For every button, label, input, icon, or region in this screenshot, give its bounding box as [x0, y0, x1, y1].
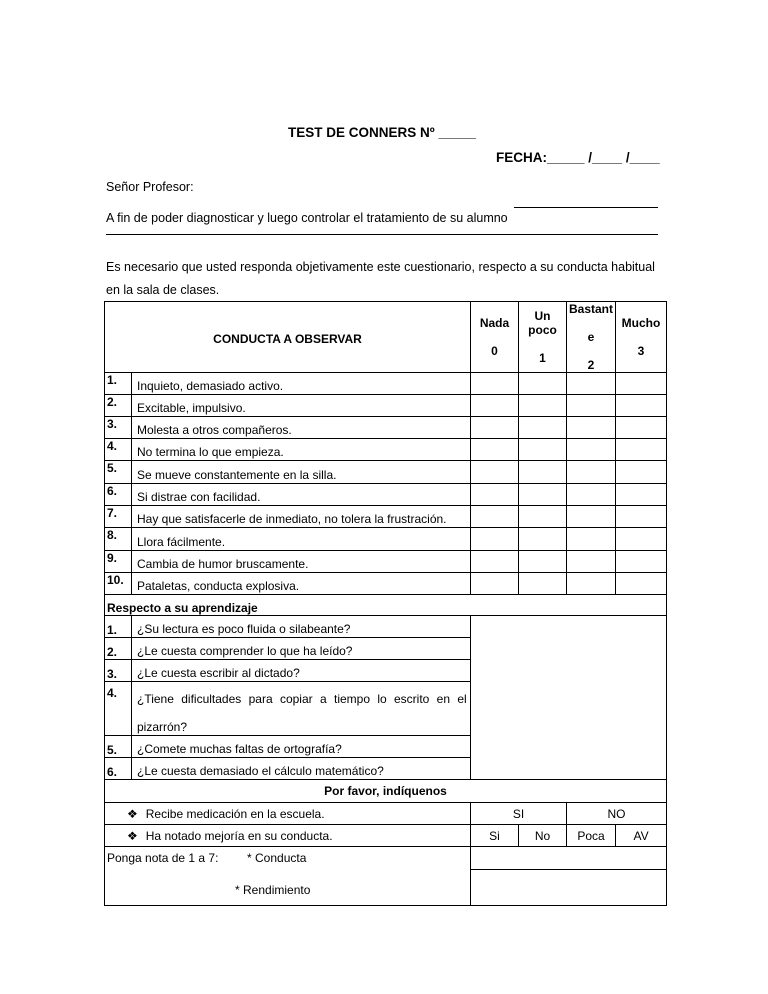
item-text: Molesta a otros compañeros.	[132, 417, 471, 439]
answer-cell[interactable]	[567, 417, 616, 439]
item-number: 5.	[105, 461, 132, 484]
item-number: 7.	[105, 506, 132, 528]
item-text: Excitable, impulsivo.	[132, 395, 471, 417]
page-title: TEST DE CONNERS Nº _____	[288, 125, 476, 140]
section-row	[105, 780, 667, 803]
medicacion-si[interactable]: SI	[471, 803, 567, 825]
table-row	[105, 395, 667, 417]
answer-cell[interactable]	[519, 417, 567, 439]
answer-cell[interactable]	[616, 417, 667, 439]
nota-rendimiento-field[interactable]	[471, 870, 666, 902]
answer-cell[interactable]	[616, 551, 667, 573]
item-number: 8.	[105, 528, 132, 551]
table-row	[105, 506, 667, 528]
intro-line: A fin de poder diagnosticar y luego controlar el tratamiento de su alumno	[106, 211, 508, 225]
answer-cell[interactable]	[567, 528, 616, 551]
answer-cell[interactable]	[519, 373, 567, 395]
item-number: 2.	[105, 395, 132, 417]
answer-cell[interactable]	[616, 573, 667, 595]
table-row	[105, 573, 667, 595]
answer-cell[interactable]	[519, 395, 567, 417]
item-number: 4.	[105, 682, 132, 736]
nota-cell	[105, 847, 471, 906]
nota-label: Ponga nota de 1 a 7:	[107, 851, 219, 865]
nota-row	[105, 847, 667, 906]
table-row	[105, 528, 667, 551]
diamond-bullet-icon: ❖	[127, 806, 138, 821]
table-row	[105, 417, 667, 439]
mejoria-poca[interactable]: Poca	[567, 825, 616, 847]
favor-header: Por favor, indíquenos	[105, 780, 667, 803]
item-number: 3.	[105, 417, 132, 439]
answer-cell[interactable]	[567, 484, 616, 506]
table-row	[105, 461, 667, 484]
table-row	[105, 484, 667, 506]
answer-cell[interactable]	[471, 461, 519, 484]
student-name-line-2	[106, 234, 658, 235]
item-number: 1.	[105, 373, 132, 395]
answer-cell[interactable]	[567, 551, 616, 573]
answer-cell[interactable]	[519, 461, 567, 484]
answer-cell[interactable]	[616, 395, 667, 417]
item-text: No termina lo que empieza.	[132, 439, 471, 461]
item-text: Si distrae con facilidad.	[132, 484, 471, 506]
answer-cell[interactable]	[616, 461, 667, 484]
item-text: Inquieto, demasiado activo.	[132, 373, 471, 395]
answer-cell[interactable]	[471, 528, 519, 551]
table-row	[105, 616, 667, 638]
answer-cell[interactable]	[567, 573, 616, 595]
answer-cell[interactable]	[471, 373, 519, 395]
section-row	[105, 595, 667, 616]
answer-cell[interactable]	[616, 484, 667, 506]
item-text: Hay que satisfacerle de inmediato, no tolera la frustración.	[132, 506, 471, 528]
conducta-header: CONDUCTA A OBSERVAR	[105, 302, 471, 373]
instructions-line-2: en la sala de clases.	[106, 283, 220, 297]
conners-table	[104, 301, 667, 906]
nota-conducta: * Conducta	[247, 851, 307, 865]
answer-cell[interactable]	[519, 506, 567, 528]
answer-area[interactable]	[471, 616, 667, 780]
item-number: 3.	[105, 660, 132, 682]
student-name-line-1	[514, 207, 658, 208]
item-number: 9.	[105, 551, 132, 573]
col-nada: Nada 0	[471, 302, 519, 373]
instructions-line-1: Es necesario que usted responda objetivamente este cuestionario, respecto a su conducta habitual	[106, 260, 655, 274]
table-row	[105, 439, 667, 461]
answer-cell[interactable]	[567, 373, 616, 395]
answer-cell[interactable]	[616, 373, 667, 395]
medicacion-label: ❖ Recibe medicación en la escuela.	[105, 803, 471, 825]
item-number: 4.	[105, 439, 132, 461]
mejoria-row	[105, 825, 667, 847]
item-number: 10.	[105, 573, 132, 595]
item-text: ¿Le cuesta escribir al dictado?	[132, 660, 471, 682]
item-text: ¿Su lectura es poco fluida o silabeante?	[132, 616, 471, 638]
answer-cell[interactable]	[471, 395, 519, 417]
item-text: ¿Comete muchas faltas de ortografía?	[132, 736, 471, 758]
item-text: Cambia de humor bruscamente.	[132, 551, 471, 573]
col-bastante: Bastant e 2	[567, 302, 616, 373]
greeting: Señor Profesor:	[106, 180, 194, 194]
answer-cell[interactable]	[471, 573, 519, 595]
answer-cell[interactable]	[616, 528, 667, 551]
mejoria-av[interactable]: AV	[616, 825, 667, 847]
item-text: Se mueve constantemente en la silla.	[132, 461, 471, 484]
answer-cell[interactable]	[471, 484, 519, 506]
table-row	[105, 373, 667, 395]
answer-cell[interactable]	[519, 528, 567, 551]
col-un-poco: Un poco 1	[519, 302, 567, 373]
item-text: ¿Le cuesta demasiado el cálculo matemático?	[132, 758, 471, 780]
answer-cell[interactable]	[471, 439, 519, 461]
item-text: Pataletas, conducta explosiva.	[132, 573, 471, 595]
diamond-bullet-icon: ❖	[127, 828, 138, 843]
col-mucho: Mucho 3	[616, 302, 667, 373]
answer-cell[interactable]	[567, 506, 616, 528]
answer-cell[interactable]	[471, 506, 519, 528]
item-text-multiline: ¿Tiene dificultades para copiar a tiempo lo escrito en el pizarrón?	[132, 682, 471, 736]
answer-cell[interactable]	[471, 551, 519, 573]
answer-cell[interactable]	[471, 417, 519, 439]
nota-rendimiento: * Rendimiento	[235, 883, 311, 897]
date-field: FECHA:_____ /____ /____	[496, 150, 660, 165]
answer-cell[interactable]	[519, 439, 567, 461]
mejoria-si[interactable]: Si	[471, 825, 519, 847]
aprendizaje-header: Respecto a su aprendizaje	[105, 595, 667, 616]
item-number: 2.	[105, 638, 132, 660]
table-row	[105, 551, 667, 573]
nota-conducta-field[interactable]	[471, 847, 666, 870]
mejoria-no[interactable]: No	[519, 825, 567, 847]
header-row	[105, 302, 667, 373]
answer-cell[interactable]	[519, 551, 567, 573]
answer-cell[interactable]	[616, 439, 667, 461]
medicacion-row	[105, 803, 667, 825]
answer-cell[interactable]	[567, 461, 616, 484]
item-number: 6.	[105, 758, 132, 780]
mejoria-label: ❖ Ha notado mejoría en su conducta.	[105, 825, 471, 847]
item-text: Llora fácilmente.	[132, 528, 471, 551]
nota-answer-area	[471, 847, 667, 906]
answer-cell[interactable]	[567, 439, 616, 461]
item-number: 5.	[105, 736, 132, 758]
item-text: ¿Le cuesta comprender lo que ha leído?	[132, 638, 471, 660]
answer-cell[interactable]	[519, 573, 567, 595]
answer-cell[interactable]	[519, 484, 567, 506]
answer-cell[interactable]	[567, 395, 616, 417]
answer-cell[interactable]	[616, 506, 667, 528]
item-number: 1.	[105, 616, 132, 638]
medicacion-no[interactable]: NO	[567, 803, 667, 825]
item-number: 6.	[105, 484, 132, 506]
